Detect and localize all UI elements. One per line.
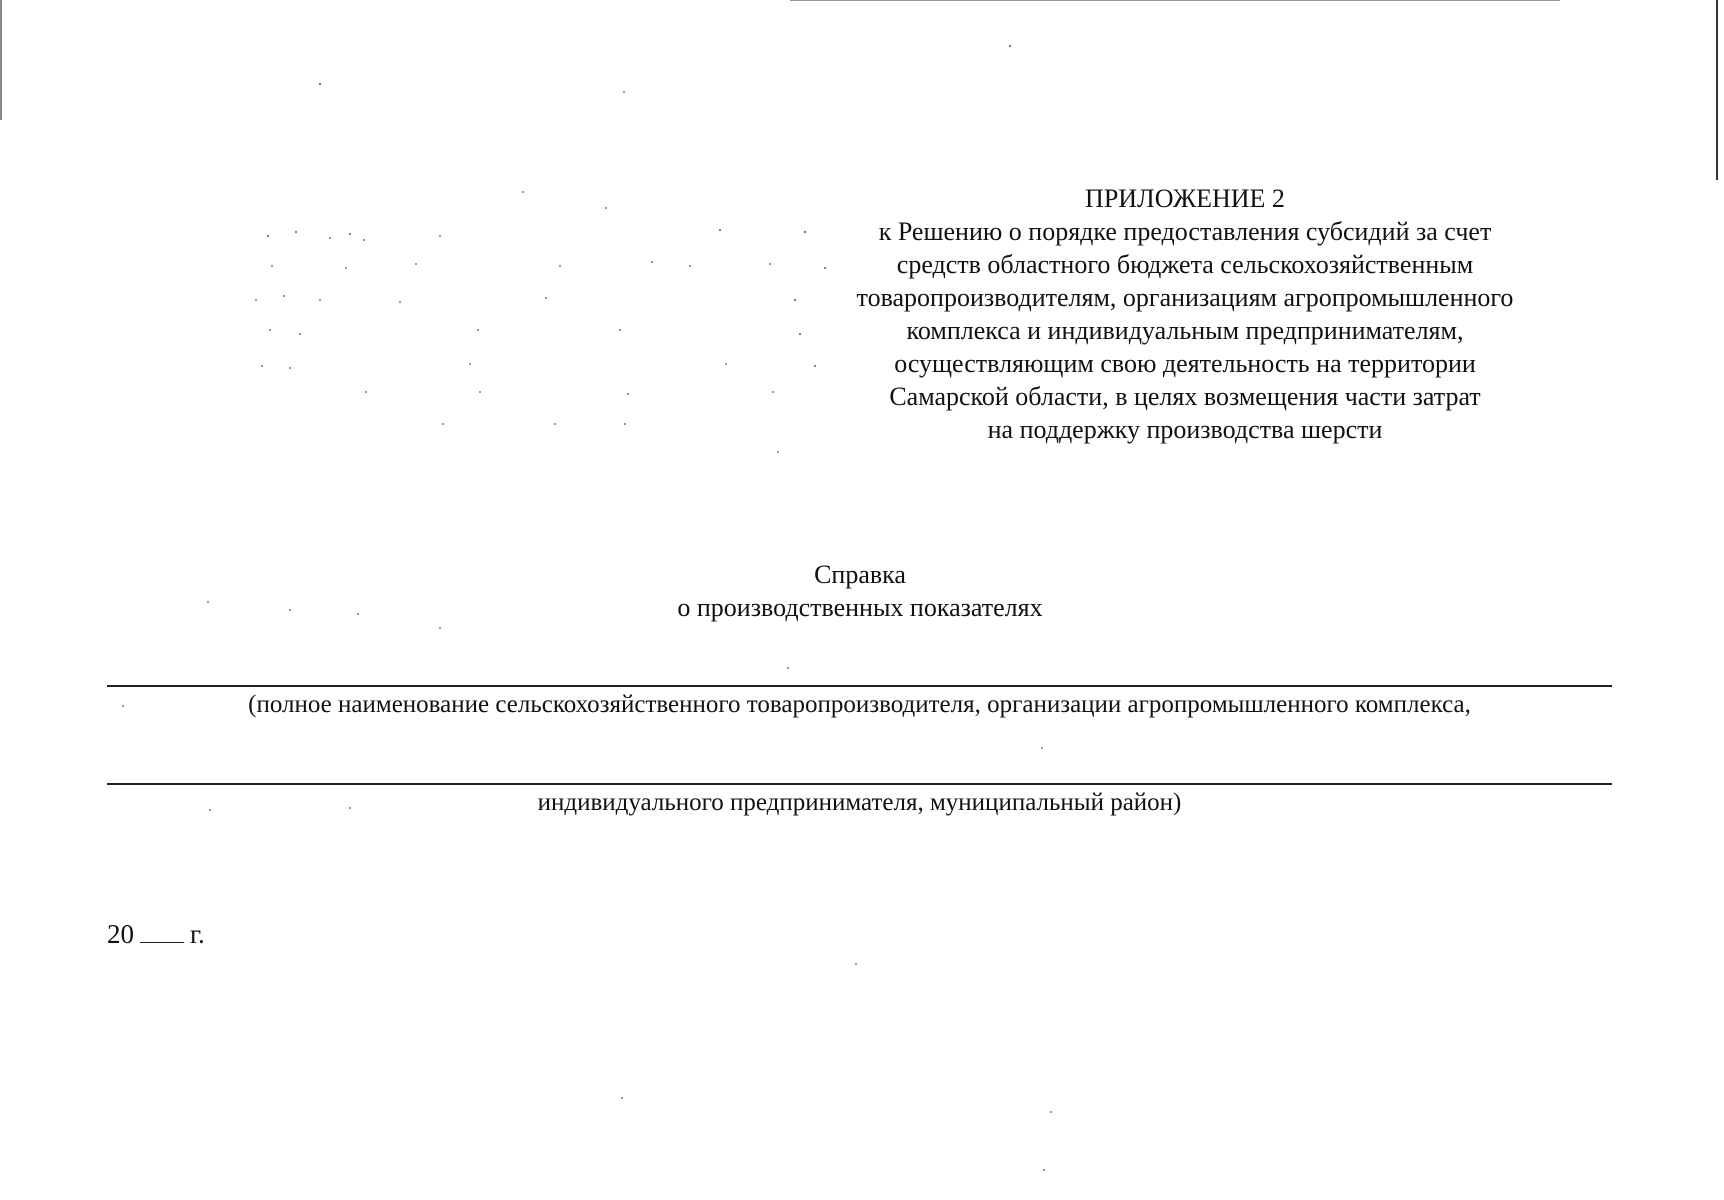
year-prefix: 20 [107, 919, 134, 949]
document-title: Справка [814, 560, 906, 589]
fill-in-line-organization-name[interactable] [107, 685, 1612, 687]
appendix-line: комплекса и индивидуальным предпринимателям, [906, 316, 1464, 345]
appendix-line: осуществляющим свою деятельность на территории [894, 349, 1476, 378]
document-heading [500, 558, 1220, 624]
field-caption-entrepreneur-district: индивидуального предпринимателя, муниципальный район) [537, 789, 1182, 816]
appendix-block [810, 182, 1560, 446]
appendix-line: Самарской области, в целях возмещения части затрат [889, 382, 1481, 411]
year-blank-field[interactable] [140, 920, 184, 943]
appendix-line: на поддержку производства шерсти [987, 415, 1383, 444]
appendix-line: товаропроизводителям, организациям агропромышленного [856, 283, 1514, 312]
appendix-line: средств областного бюджета сельскохозяйственным [896, 250, 1474, 279]
scan-edge-left [0, 0, 2, 120]
field-caption-organization-name: (полное наименование сельскохозяйственного товаропроизводителя, организации агропромышленного комплекса, [248, 691, 1471, 718]
scan-edge-right [1716, 0, 1718, 180]
scan-edge-top [790, 0, 1560, 1]
year-suffix: г. [190, 919, 205, 949]
appendix-title: ПРИЛОЖЕНИЕ 2 [1085, 184, 1285, 213]
fill-in-line-entrepreneur-district[interactable] [107, 783, 1612, 785]
document-subtitle: о производственных показателях [677, 593, 1043, 622]
year-line [107, 918, 205, 950]
appendix-line: к Решению о порядке предоставления субсидий за счет [878, 217, 1492, 246]
